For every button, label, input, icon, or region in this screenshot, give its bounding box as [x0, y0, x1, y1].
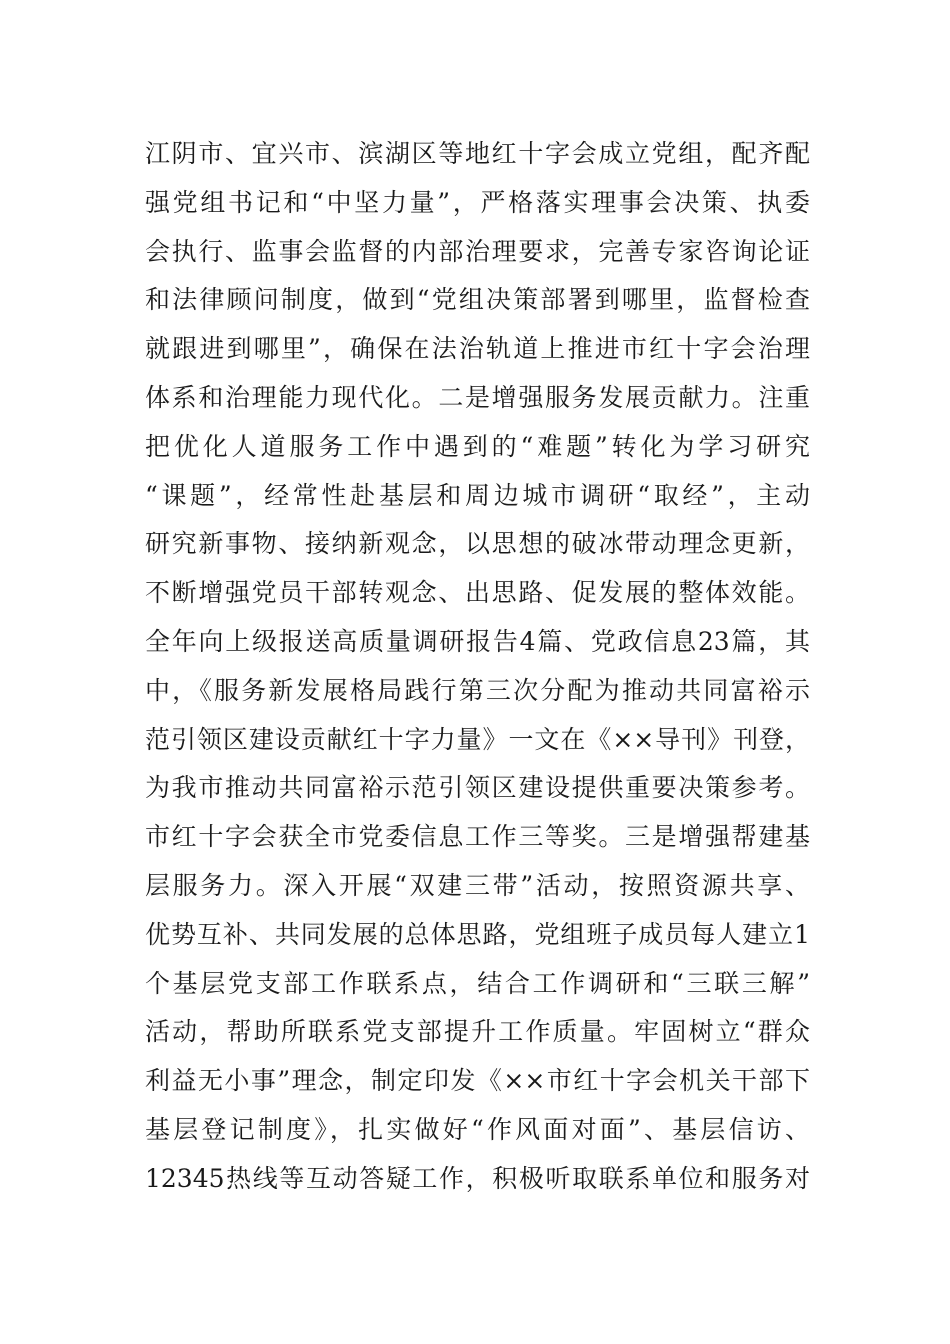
text-line-6: 体系和治理能力现代化。二是增强服务发展贡献力。注重 [145, 382, 810, 412]
text-line-22: 12345热线等互动答疑工作，积极听取联系单位和服务对 [145, 1163, 810, 1193]
text-line-11: 全年向上级报送高质量调研报告4篇、党政信息23篇，其 [145, 626, 810, 656]
text-line-8: “课题”，经常性赴基层和周边城市调研“取经”，主动 [145, 480, 810, 510]
text-line-3: 会执行、监事会监督的内部治理要求，完善专家咨询论证 [145, 236, 810, 266]
text-line-17: 优势互补、共同发展的总体思路，党组班子成员每人建立1 [145, 919, 810, 949]
text-line-20: 利益无小事”理念，制定印发《××市红十字会机关干部下 [145, 1066, 810, 1096]
text-line-19: 活动，帮助所联系党支部提升工作质量。牢固树立“群众 [145, 1017, 810, 1047]
text-line-2: 强党组书记和“中坚力量”，严格落实理事会决策、执委 [145, 187, 810, 217]
text-line-12: 中，《服务新发展格局践行第三次分配为推动共同富裕示 [145, 675, 810, 705]
text-line-9: 研究新事物、接纳新观念，以思想的破冰带动理念更新， [145, 529, 810, 559]
text-line-14: 为我市推动共同富裕示范引领区建设提供重要决策参考。 [145, 773, 810, 803]
text-line-13: 范引领区建设贡献红十字力量》一文在《××导刊》刊登， [145, 724, 810, 754]
text-line-1: 江阴市、宜兴市、滨湖区等地红十字会成立党组，配齐配 [145, 139, 810, 168]
text-line-21: 基层登记制度》，扎实做好“作风面对面”、基层信访、 [145, 1114, 810, 1144]
text-line-16: 层服务力。深入开展“双建三带”活动，按照资源共享、 [145, 870, 810, 900]
text-line-10: 不断增强党员干部转观念、出思路、促发展的整体效能。 [145, 578, 810, 608]
text-line-5: 就跟进到哪里”，确保在法治轨道上推进市红十字会治理 [145, 334, 810, 364]
text-line-18: 个基层党支部工作联系点，结合工作调研和“三联三解” [145, 968, 810, 998]
body-text [145, 130, 810, 1204]
text-line-4: 和法律顾问制度，做到“党组决策部署到哪里，监督检查 [145, 285, 810, 315]
text-line-7: 把优化人道服务工作中遇到的“难题”转化为学习研究 [145, 431, 810, 461]
text-line-15: 市红十字会获全市党委信息工作三等奖。三是增强帮建基 [145, 822, 810, 852]
